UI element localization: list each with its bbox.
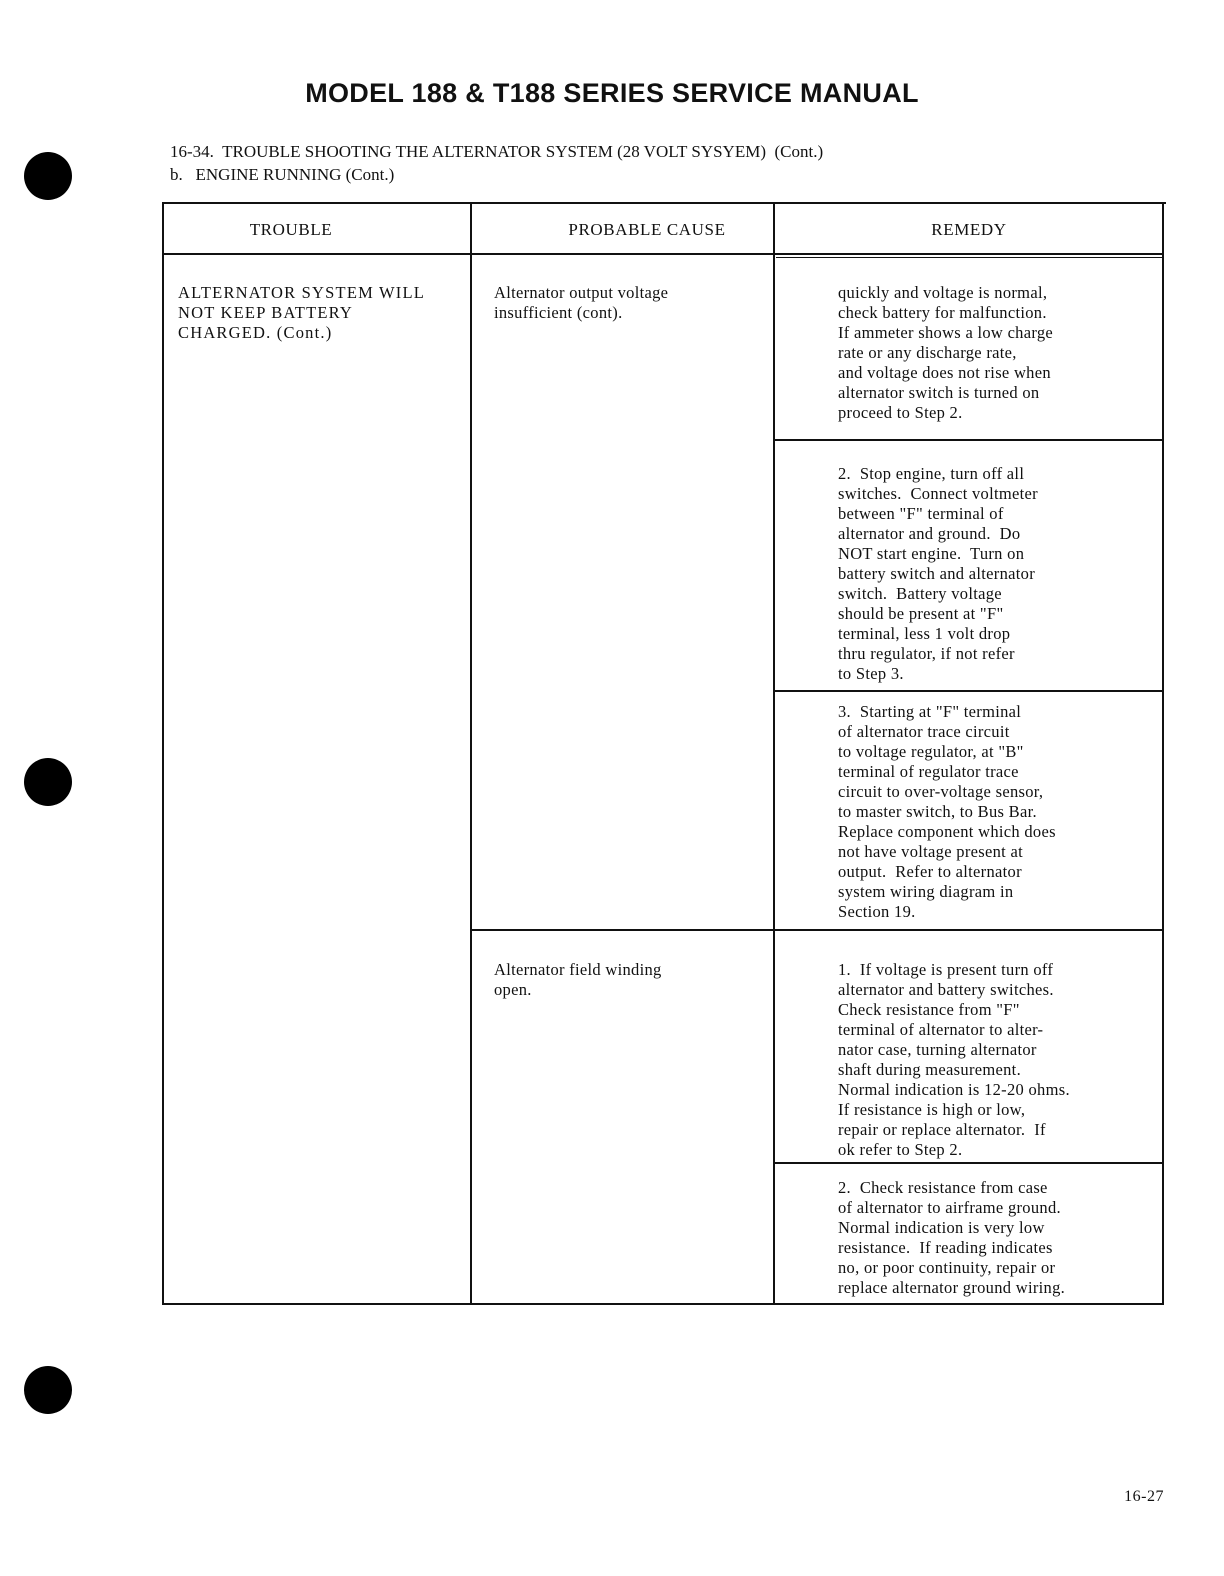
binder-hole-top: [24, 152, 72, 200]
page-title: MODEL 188 & T188 SERIES SERVICE MANUAL: [305, 78, 919, 108]
column-header-remedy: REMEDY: [931, 220, 1007, 239]
binder-hole-middle: [24, 758, 72, 806]
remedy-field-step-2: 2. Check resistance from case of alternator to airframe ground. Normal indication is very low resistance. If reading indicates no, or poor continuity, repair or replace alternator ground wiring.: [838, 1178, 1066, 1297]
subsection-heading: b. ENGINE RUNNING (Cont.): [170, 165, 395, 184]
remedy-field-step-1: 1. If voltage is present turn off alternator and battery switches. Check resistance from "F" terminal of alternator to alter- nator case, turning alternator shaft during measurement. Normal indication is 12-20 ohms. If resistance is high or low, repair or replace alternator. If ok refer to Step 2.: [838, 960, 1070, 1159]
page-number: 16-27: [1124, 1488, 1164, 1505]
cause-output-voltage: Alternator output voltage insufficient (cont).: [494, 283, 669, 322]
remedy-step-3: 3. Starting at "F" terminal of alternator trace circuit to voltage regulator, at "B" terminal of regulator trace circuit to over-voltage sensor, to master switch, to Bus Bar. Replace component which does not have voltage present at output. Refer to alternator system wiring diagram in Section 19.: [838, 702, 1056, 921]
column-header-probable-cause: PROBABLE CAUSE: [568, 220, 726, 239]
remedy-step-2: 2. Stop engine, turn off all switches. Connect voltmeter between "F" terminal of alternator and ground. Do NOT start engine. Turn on battery switch and alternator switch. Battery voltage should be present at "F" terminal, less 1 volt drop thru regulator, if not refer to Step 3.: [838, 464, 1038, 683]
cause-field-winding: Alternator field winding open.: [494, 960, 662, 999]
binder-hole-bottom: [24, 1366, 72, 1414]
section-heading: 16-34. TROUBLE SHOOTING THE ALTERNATOR SYSTEM (28 VOLT SYSYEM) (Cont.): [170, 142, 824, 161]
column-header-trouble: TROUBLE: [249, 220, 333, 239]
remedy-step-1-cont: quickly and voltage is normal, check battery for malfunction. If ammeter shows a low charge rate or any discharge rate, and voltage does not rise when alternator switch is turned on proceed to Step 2.: [838, 283, 1054, 422]
trouble-text: ALTERNATOR SYSTEM WILL NOT KEEP BATTERY CHARGED. (Cont.): [178, 283, 426, 342]
